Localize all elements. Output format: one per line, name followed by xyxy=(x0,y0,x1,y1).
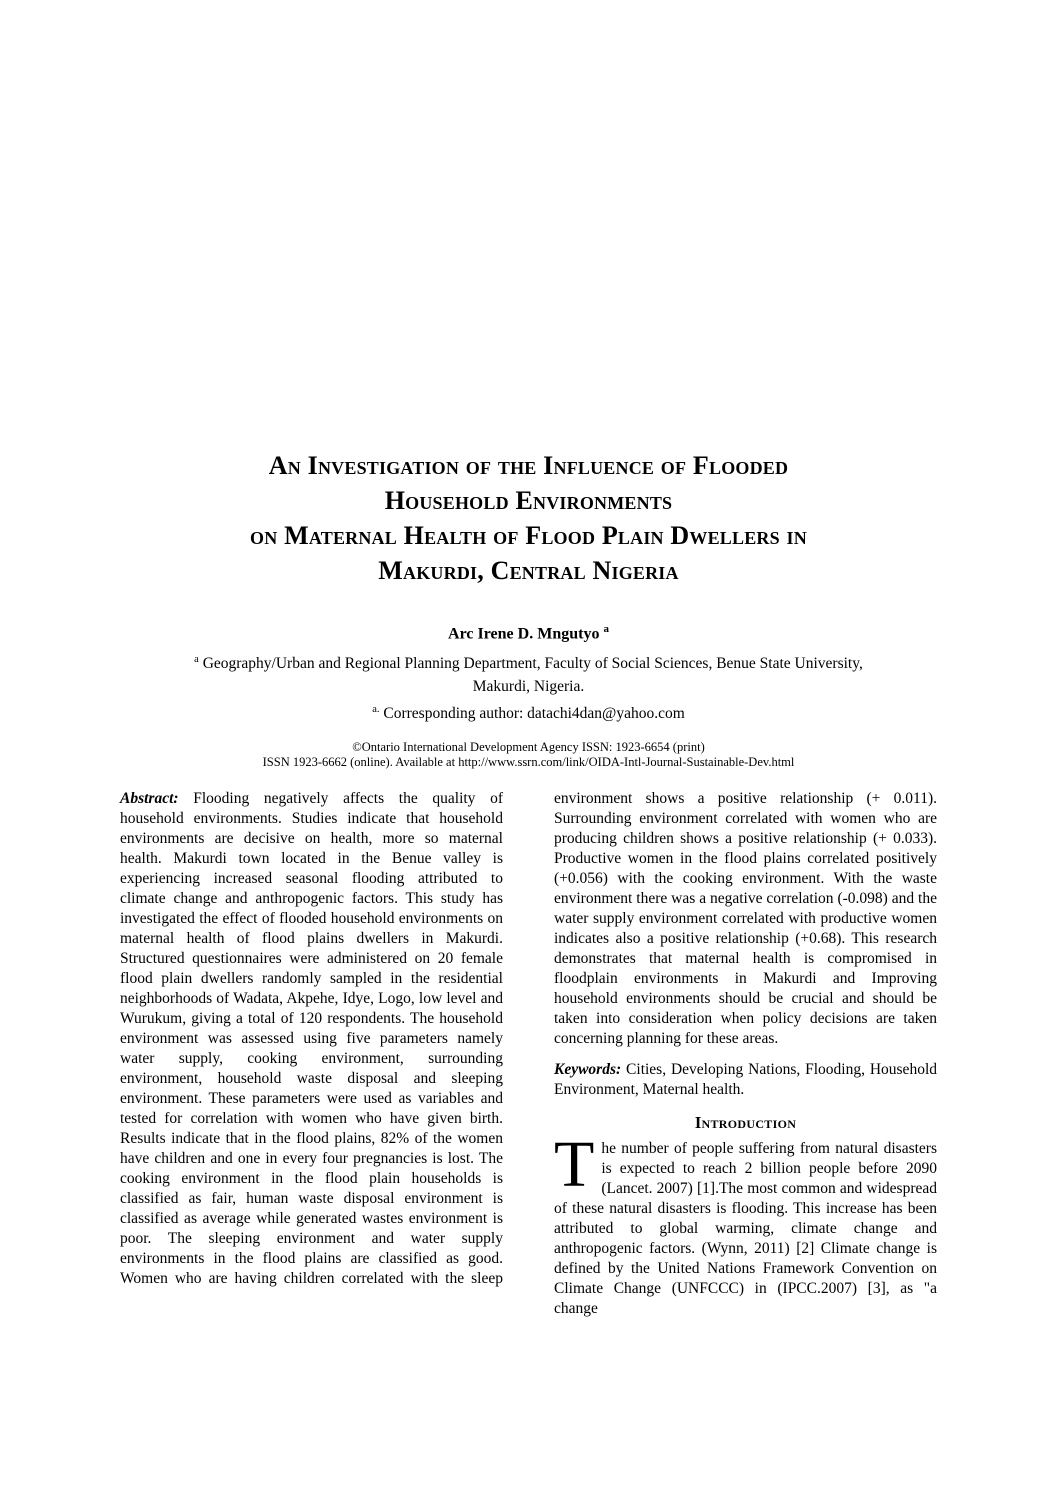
author-line xyxy=(120,619,937,644)
introduction-paragraph xyxy=(554,1127,937,1319)
left-column xyxy=(120,789,503,1319)
corresponding-text: Corresponding author: datachi4dan@yahoo.com xyxy=(383,705,685,723)
keywords-paragraph xyxy=(554,1060,937,1100)
author-superscript: a xyxy=(603,623,609,635)
issn-copyright-block: ©Ontario International Development Agency ISSN: 1923-6654 (print) ISSN 1923-6662 (online). Available at http://www.ssrn.com/link/OIDA-Intl-Journal-Sustainable-Dev.html xyxy=(262,739,795,770)
abstract-text-left: Flooding negatively affects the quality of household environments. Studies indicate that household environments are decisive on health, more so maternal health. Makurdi town located in the Benue valley is experiencing increased seasonal flooding attributed to climate change and anthropogenic factors. This study has investigated the effect of flooded household environments on maternal health of flood plains dwellers in Makurdi. Structured questionnaires were administered on 20 female flood plain dwellers randomly sampled in the residential neighborhoods of Wadata, Akpehe, Idye, Logo, low level and Wurukum, giving a total of 120 respondents. The household environment was assessed using five parameters namely water supply, cooking environment, surrounding environment, household waste disposal and sleeping environment. These parameters were used as variables and tested for correlation with women who have given birth. Results indicate that in the flood plains, 82% of the women have children and one in every four pregnancies is lost. The cooking environment in the flood plain households is classified as fair, human waste disposal environment is classified as average while generated wastes environment is poor. The sleeping environment and water supply environments in the flood plains are classified as good. Women who are having children correlated with the sleep xyxy=(120,789,503,1287)
author-name: Arc Irene D. Mngutyo xyxy=(448,625,600,643)
introduction-heading: Introduction xyxy=(694,1112,797,1132)
right-column xyxy=(554,789,937,1319)
corresponding-superscript: a. xyxy=(372,704,380,716)
introduction-text: he number of people suffering from natural disasters is expected to reach 2 billion people before 2090 (Lancet. 2007) [1].The most common and widespread of these natural disasters is flooding. This increase has been attributed to global warming, climate change and anthropogenic factors. (Wynn, 2011) [2] Climate change is defined by the United Nations Framework Convention on Climate Change (UNFCCC) in (IPCC.2007) [3], as "a change xyxy=(554,1139,937,1317)
affiliation-text: Geography/Urban and Regional Planning Department, Faculty of Social Sciences, Benue State University, Makurdi, Nigeria. xyxy=(202,655,863,696)
affiliation-line xyxy=(120,648,937,698)
abstract-paragraph xyxy=(120,789,503,1289)
abstract-paragraph-continued xyxy=(554,789,937,1049)
keywords-label: Keywords: xyxy=(554,1060,622,1078)
paper-title: An Investigation of the Influence of Flooded Household Environments on Maternal Health of Flood Plain Dwellers in Makurdi, Central Nigeria xyxy=(250,451,807,585)
affiliation-superscript: a xyxy=(194,654,199,666)
abstract-text-continued: environment shows a positive relationship (+ 0.011). Surrounding environment correlated with women who are producing children shows a positive relationship (+ 0.033). Productive women in the flood plains correlated positively (+0.056) with the cooking environment. With the waste environment there was a negative correlation (-0.098) and the water supply environment correlated with productive women indicates also a positive relationship (+0.68). This research demonstrates that maternal health is compromised in floodplain environments in Makurdi and Improving household environments should be crucial and should be taken into consideration when policy decisions are taken concerning planning for these areas. xyxy=(554,789,937,1047)
two-column-body xyxy=(120,789,937,1319)
abstract-label: Abstract: xyxy=(120,789,179,807)
keywords-text: Cities, Developing Nations, Flooding, Household Environment, Maternal health. xyxy=(554,1060,937,1098)
introduction-dropcap: T xyxy=(554,1127,595,1201)
corresponding-author-line xyxy=(120,698,937,725)
